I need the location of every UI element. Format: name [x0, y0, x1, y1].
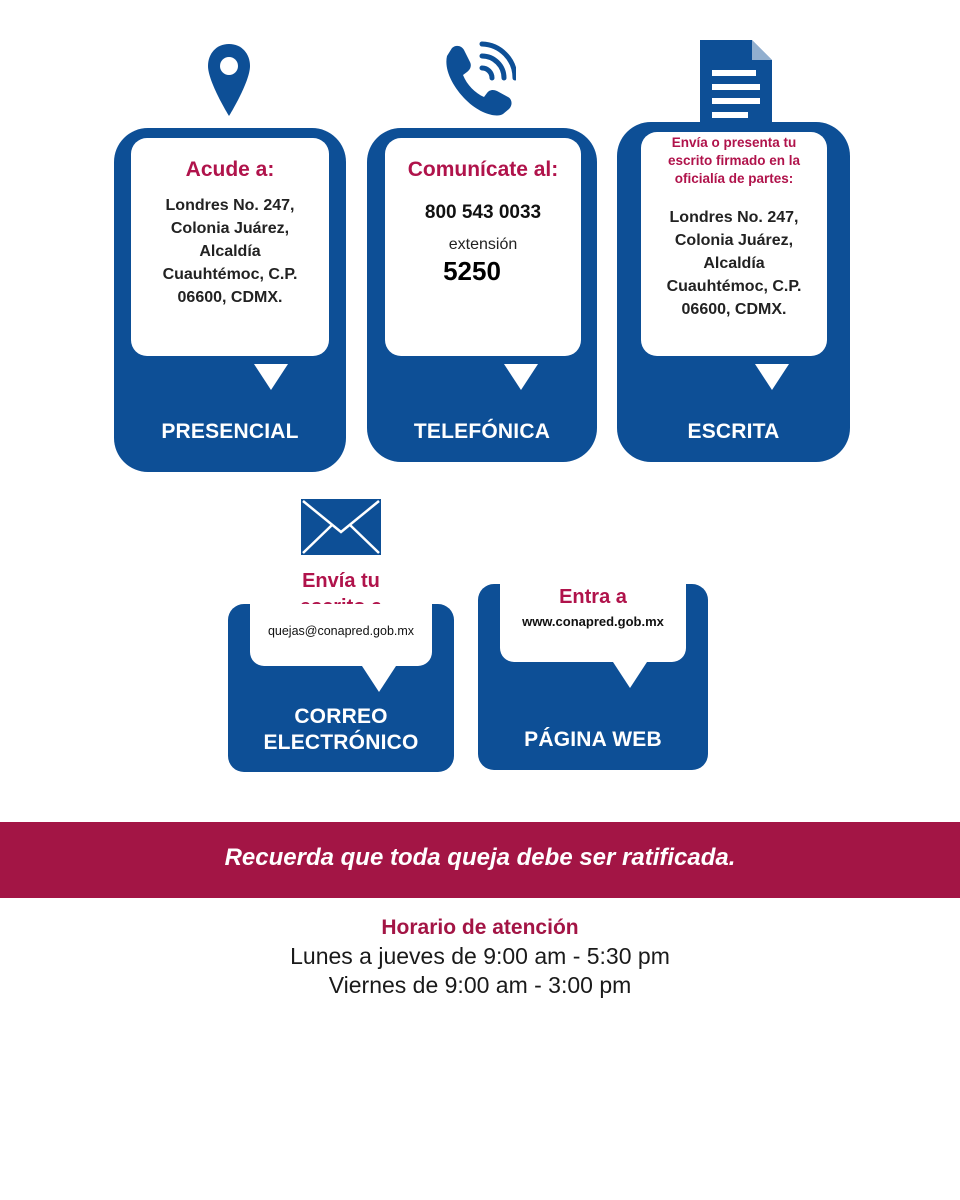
address-line: Cuauhtémoc, C.P. — [162, 266, 298, 283]
escrita-card[interactable] — [617, 122, 850, 462]
hours-weekdays: Lunes a jueves de 9:00 am - 5:30 pm — [290, 943, 670, 969]
web-label: PÁGINA WEB — [524, 728, 662, 751]
heading-line: oficialía de partes: — [674, 171, 794, 186]
address-line: Londres No. 247, — [669, 209, 799, 226]
hours-title: Horario de atención — [381, 916, 579, 939]
correo-label — [228, 704, 454, 756]
extension-label: extensión — [448, 236, 518, 253]
extension-number: 5250 — [443, 256, 501, 286]
address-line: Alcaldía — [703, 255, 765, 272]
presencial-bubble-tail — [254, 364, 288, 390]
presencial-label: PRESENCIAL — [161, 420, 299, 443]
telefonica-heading: Comunícate al: — [407, 158, 559, 181]
presencial-address — [131, 194, 329, 309]
address-line: Colonia Juárez, — [674, 232, 794, 249]
document-icon — [700, 40, 772, 124]
escrita-bubble-tail — [755, 364, 789, 390]
ratification-banner — [0, 822, 960, 898]
label-line: ELECTRÓNICO — [263, 731, 419, 754]
heading-line: Envía tu — [302, 570, 380, 592]
office-hours — [0, 914, 960, 1000]
web-card[interactable] — [478, 584, 708, 770]
phone-number[interactable]: 800 543 0033 — [424, 202, 542, 223]
banner-text: Recuerda que toda queja debe ser ratificada. — [224, 844, 736, 871]
correo-card[interactable] — [228, 604, 454, 772]
location-pin-icon — [205, 42, 253, 118]
label-line: CORREO — [294, 705, 388, 728]
address-line: Colonia Juárez, — [170, 220, 290, 237]
hours-friday: Viernes de 9:00 am - 3:00 pm — [328, 972, 632, 998]
escrita-label: ESCRITA — [687, 420, 780, 443]
web-bubble-tail — [613, 662, 647, 688]
website-url[interactable]: www.conapred.gob.mx — [522, 614, 664, 629]
address-line: Cuauhtémoc, C.P. — [666, 278, 802, 295]
web-heading: Entra a — [559, 586, 627, 608]
correo-bubble-tail — [362, 666, 396, 692]
presencial-heading: Acude a: — [185, 158, 275, 181]
telefonica-bubble-tail — [504, 364, 538, 390]
telefonica-card[interactable] — [367, 128, 597, 462]
escrita-heading — [641, 134, 827, 188]
heading-line: Envía o presenta tu — [671, 135, 797, 150]
envelope-icon — [300, 498, 382, 556]
address-line: 06600, CDMX. — [681, 301, 787, 318]
email-address[interactable]: quejas@conapred.gob.mx — [267, 624, 415, 638]
phone-icon — [440, 38, 516, 118]
telefonica-label: TELEFÓNICA — [413, 420, 551, 443]
address-line: Alcaldía — [199, 243, 261, 260]
escrita-address — [641, 206, 827, 321]
address-line: 06600, CDMX. — [177, 289, 283, 306]
heading-line: escrito firmado en la — [667, 153, 801, 168]
address-line: Londres No. 247, — [165, 197, 295, 214]
presencial-card[interactable] — [114, 128, 346, 472]
